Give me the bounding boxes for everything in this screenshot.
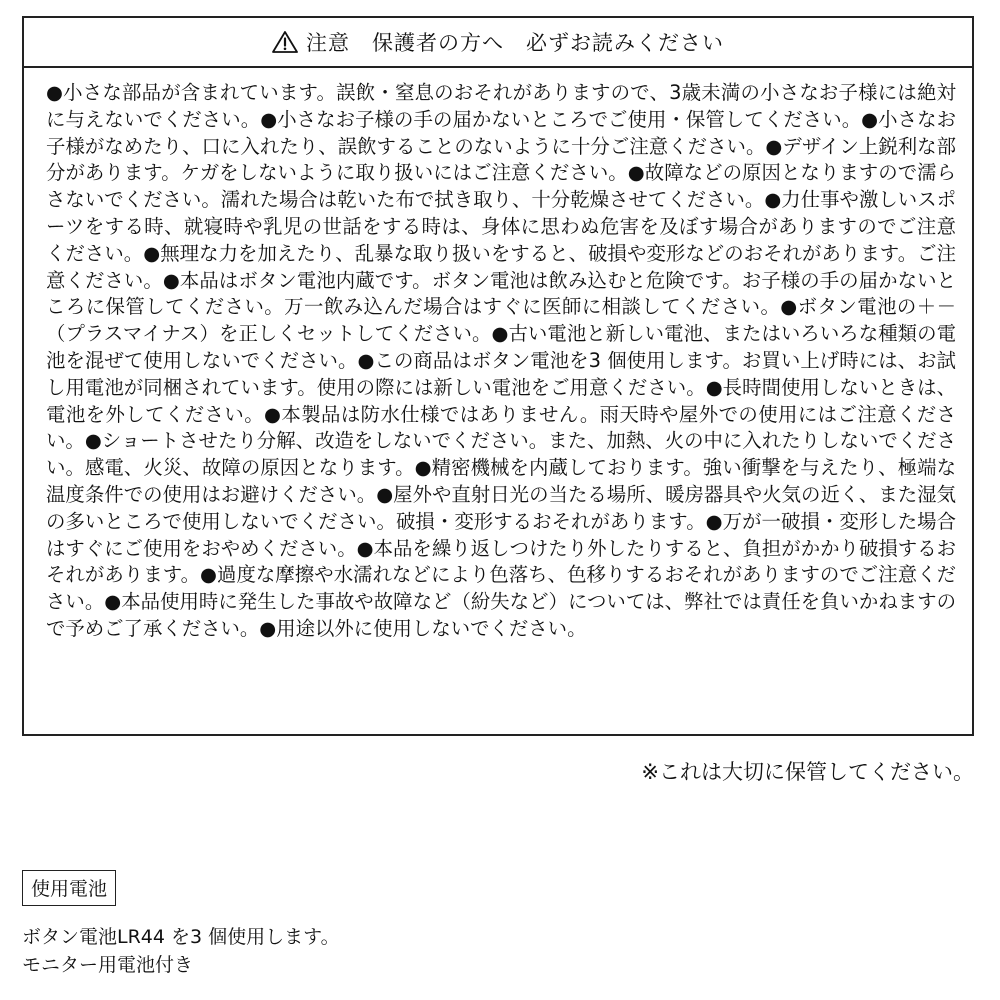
storage-note: ※これは大切に保管してください。 xyxy=(641,760,974,784)
warning-header xyxy=(24,18,972,68)
warning-body-text: ●小さな部品が含まれています。誤飲・窒息のおそれがありますので、3歳未満の小さなお子様には絶対に与えないでください。●小さなお子様の手の届かないところでご使用・保管してください。●小さなお子様がなめたり、口に入れたり、誤飲することのないように十分ご注意ください。●デザイン上鋭利な部分があります。ケガをしないように取り扱いにはご注意ください。●故障などの原因となりますので濡らさないでください。濡れた場合は乾いた布で拭き取り、十分乾燥させてください。●力仕事や激しいスポーツをする時、就寝時や乳児の世話をする時は、身体に思わぬ危害を及ぼす場合がありますのでご注意ください。●無理な力を加えたり、乱暴な取り扱いをすると、破損や変形などのおそれがあります。ご注意ください。●本品はボタン電池内蔵です。ボタン電池は飲み込むと危険です。お子様の手の届かないところに保管してください。万一飲み込んだ場合はすぐに医師に相談してください。●ボタン電池の＋－（プラスマイナス）を正しくセットしてください。●古い電池と新しい電池、またはいろいろな種類の電池を混ぜて使用しないでください。●この商品はボタン電池を3 個使用します。お買い上げ時には、お試し用電池が同梱されています。使用の際には新しい電池をご用意ください。●長時間使用しないときは、電池を外してください。●本製品は防水仕様ではありません。雨天時や屋外での使用にはご注意ください。●ショートさせたり分解、改造をしないでください。また、加熱、火の中に入れたりしないでください。感電、火災、故障の原因となります。●精密機械を内蔵しております。強い衝撃を与えたり、極端な温度条件での使用はお避けください。●屋外や直射日光の当たる場所、暖房器具や火気の近く、また湿気の多いところで使用しないでください。破損・変形するおそれがあります。●万が一破損・変形した場合はすぐにご使用をおやめください。●本品を繰り返しつけたり外したりすると、負担がかかり破損するおそれがあります。●過度な摩擦や水濡れなどにより色落ち、色移りするおそれがありますのでご注意ください。●本品使用時に発生した事故や故障など（紛失など）については、弊社では責任を負いかねますので予めご了承ください。●用途以外に使用しないでください。 xyxy=(46,81,956,640)
warning-title: 注意 保護者の方へ 必ずお読みください xyxy=(306,31,724,55)
battery-monitor-text: モニター用電池付き xyxy=(22,954,194,976)
warning-triangle-icon xyxy=(272,30,298,54)
warning-box xyxy=(22,16,974,736)
battery-label: 使用電池 xyxy=(22,870,116,906)
battery-usage-text: ボタン電池LR44 を3 個使用します。 xyxy=(22,926,340,948)
